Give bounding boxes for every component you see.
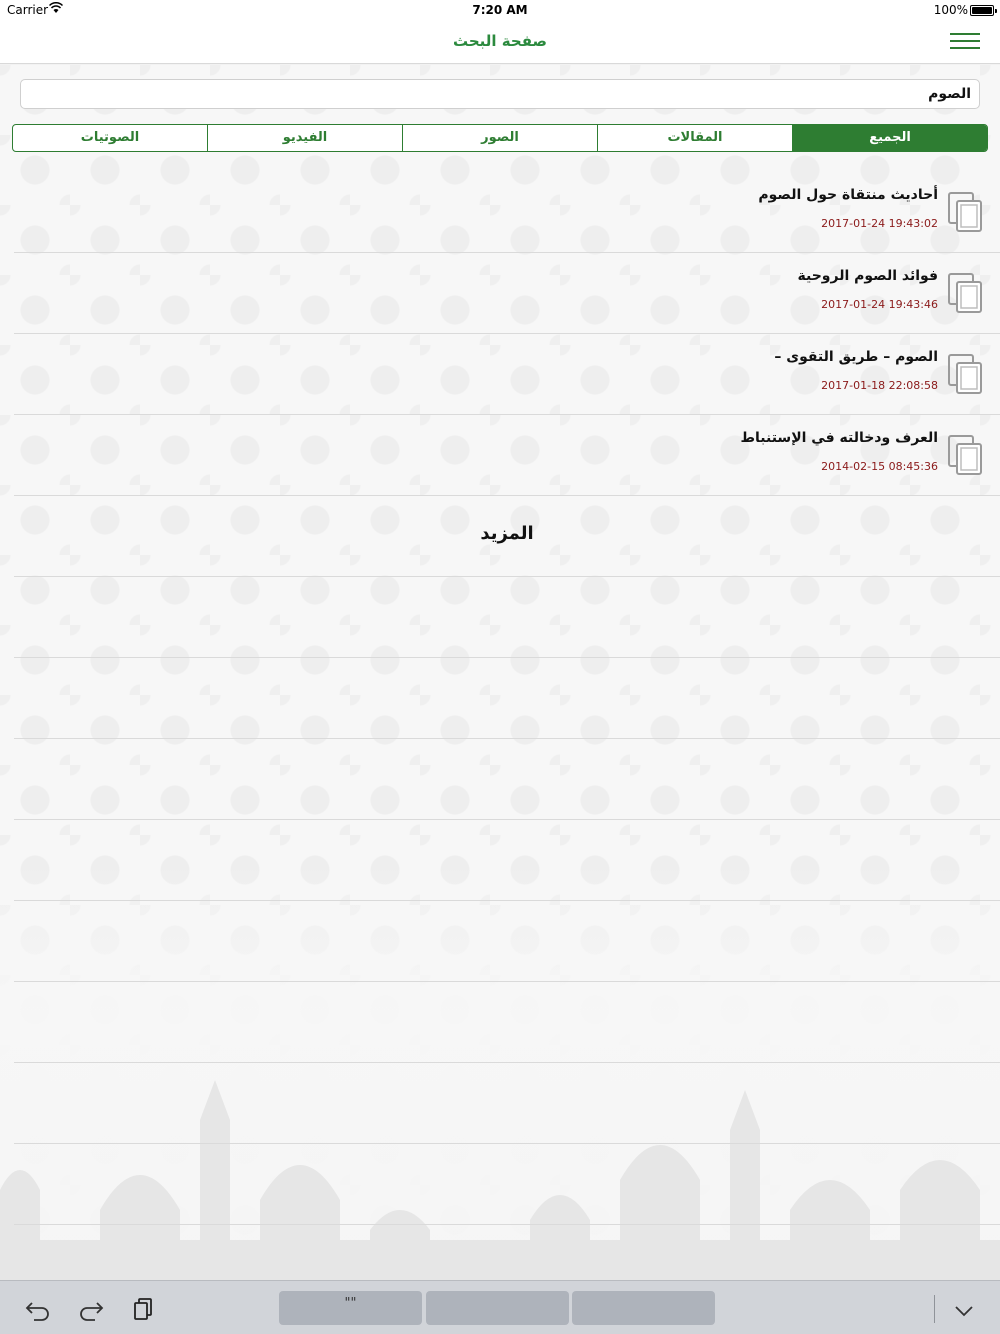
list-item[interactable] xyxy=(14,253,1000,334)
battery-percent: 100% xyxy=(933,3,968,17)
nav-bar xyxy=(0,22,1000,64)
tab-images[interactable]: الصور xyxy=(402,125,597,151)
tab-all[interactable]: الجميع xyxy=(792,125,987,151)
chevron-down-icon[interactable] xyxy=(952,1303,976,1319)
tab-audio[interactable]: الصوتيات xyxy=(80,130,140,145)
empty-row xyxy=(14,739,1000,820)
tab-video[interactable]: الفيديو xyxy=(207,125,402,151)
battery-icon xyxy=(970,5,994,16)
result-title: العرف ودخالته في الإستنباط xyxy=(740,430,938,446)
suggestion-button[interactable]: "" xyxy=(279,1291,422,1325)
document-copy-icon xyxy=(948,192,982,232)
document-copy-icon xyxy=(948,273,982,313)
empty-row xyxy=(14,658,1000,739)
tab-articles[interactable]: المقالات xyxy=(597,125,792,151)
document-copy-icon xyxy=(948,435,982,475)
filter-tabs xyxy=(12,124,988,152)
empty-row xyxy=(14,577,1000,658)
clipboard-icon[interactable] xyxy=(130,1297,158,1321)
redo-icon[interactable] xyxy=(77,1297,105,1321)
empty-row xyxy=(14,1144,1000,1225)
result-date: 2017-01-24 19:43:46 xyxy=(821,298,938,311)
divider xyxy=(934,1295,935,1323)
load-more-label: المزيد xyxy=(480,523,534,544)
result-date: 2017-01-18 22:08:58 xyxy=(821,379,938,392)
result-date: 2014-02-15 08:45:36 xyxy=(821,460,938,473)
suggestion-button[interactable] xyxy=(426,1291,569,1325)
list-item[interactable] xyxy=(14,172,1000,253)
result-title: الصوم – طريق التقوى – xyxy=(774,349,938,365)
result-title: فوائد الصوم الروحية xyxy=(797,268,938,284)
result-title: أحاديث منتقاة حول الصوم xyxy=(758,187,938,203)
status-bar xyxy=(0,0,1000,22)
clock: 7:20 AM xyxy=(472,3,528,17)
undo-icon[interactable] xyxy=(24,1297,52,1321)
document-copy-icon xyxy=(948,354,982,394)
suggestion-button[interactable] xyxy=(572,1291,715,1325)
list-item[interactable] xyxy=(14,415,1000,496)
list-item[interactable] xyxy=(14,334,1000,415)
page-title: صفحة البحث xyxy=(452,32,547,50)
results-list xyxy=(14,172,1000,1225)
keyboard-shortcut-bar xyxy=(0,1280,1000,1334)
empty-row xyxy=(14,901,1000,982)
result-date: 2017-01-24 19:43:02 xyxy=(821,217,938,230)
empty-row xyxy=(14,1063,1000,1144)
empty-row xyxy=(14,982,1000,1063)
hamburger-menu-icon[interactable] xyxy=(950,33,980,53)
load-more-button[interactable] xyxy=(14,496,1000,577)
carrier-label: Carrier xyxy=(7,3,49,17)
empty-row xyxy=(14,820,1000,901)
search-input[interactable] xyxy=(20,79,980,109)
